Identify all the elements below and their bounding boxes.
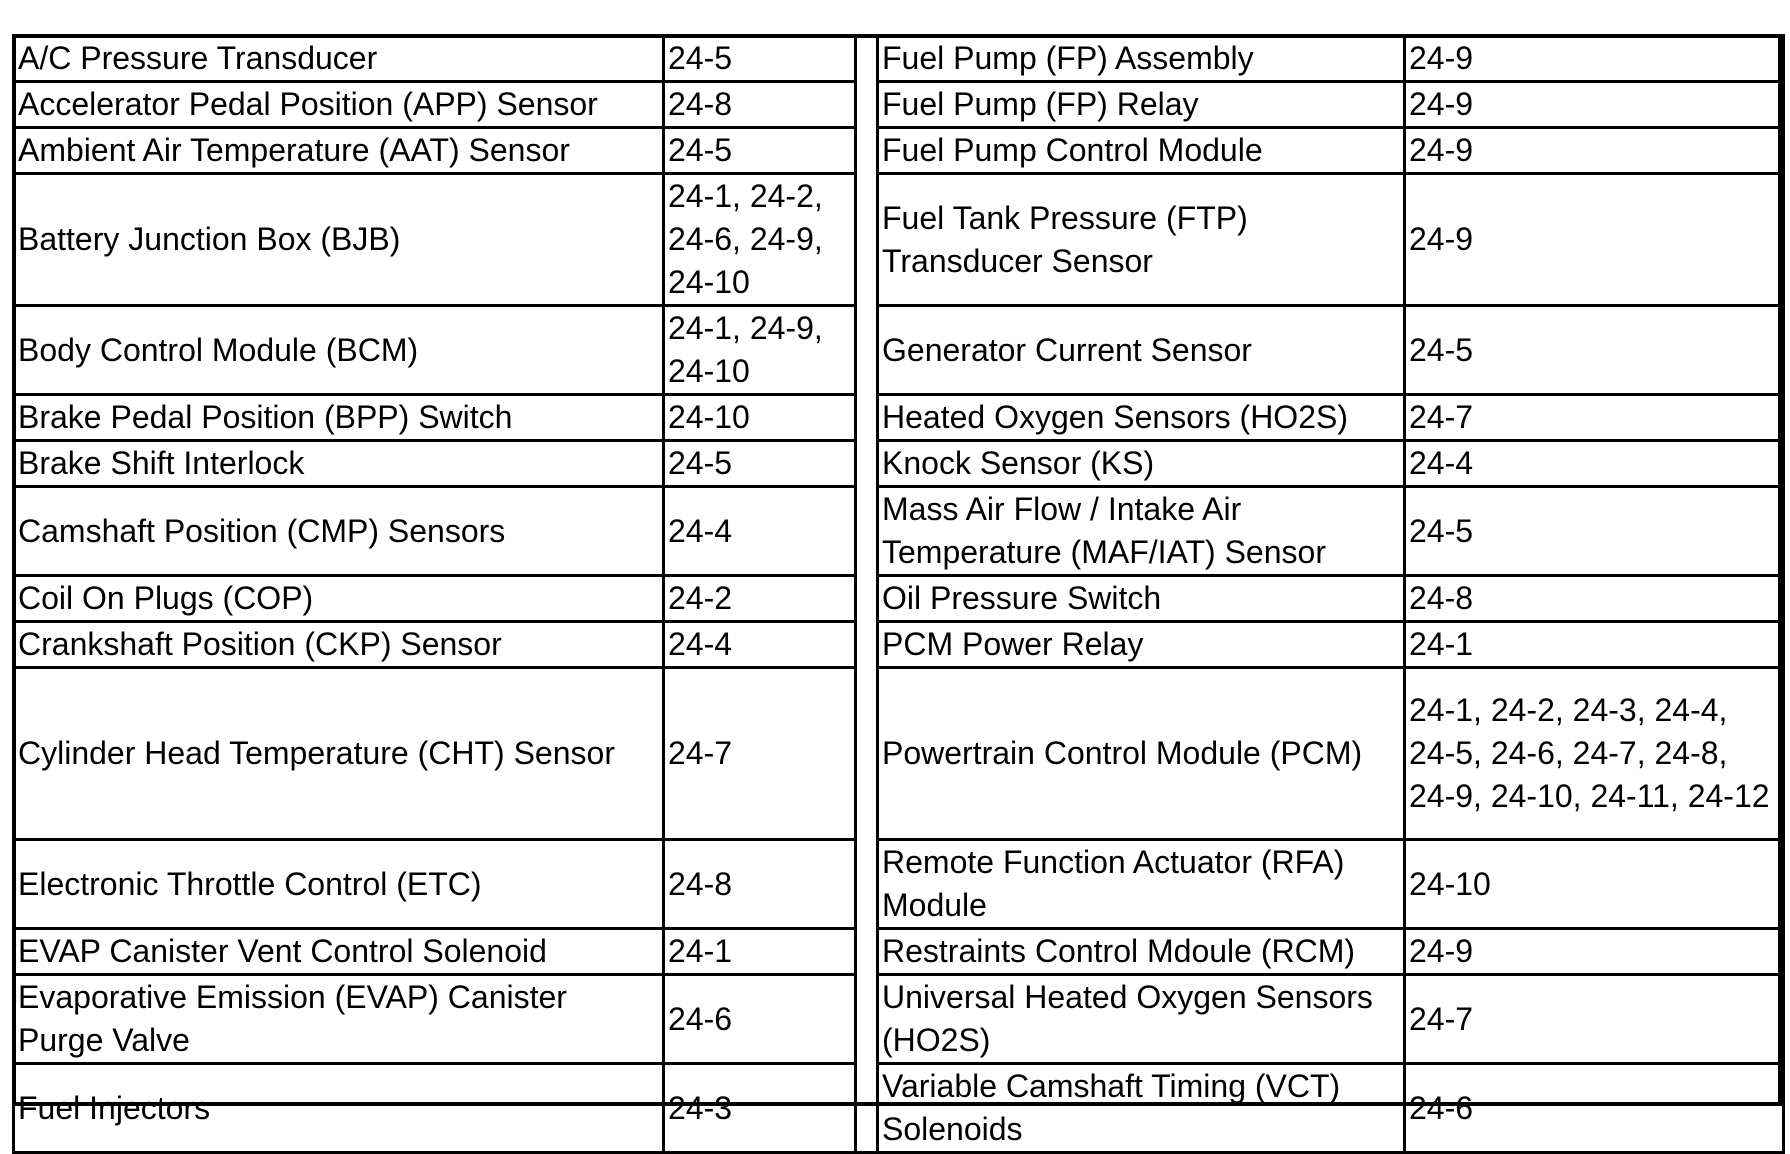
column-gap bbox=[856, 395, 878, 441]
left-component-name: Battery Junction Box (BJB) bbox=[14, 174, 664, 306]
table-body bbox=[14, 36, 1784, 1153]
left-component-name: Body Control Module (BCM) bbox=[14, 306, 664, 395]
right-page-reference: 24-9 bbox=[1405, 929, 1784, 975]
table-row bbox=[14, 840, 1784, 929]
right-component-name: Fuel Pump Control Module bbox=[878, 128, 1405, 174]
left-component-name: Brake Pedal Position (BPP) Switch bbox=[14, 395, 664, 441]
table-row bbox=[14, 1064, 1784, 1153]
right-page-reference: 24-9 bbox=[1405, 82, 1784, 128]
column-gap bbox=[856, 668, 878, 840]
right-component-name: Powertrain Control Module (PCM) bbox=[878, 668, 1405, 840]
table-row bbox=[14, 395, 1784, 441]
table-row bbox=[14, 128, 1784, 174]
right-page-reference: 24-1, 24-2, 24-3, 24-4, 24-5, 24-6, 24-7, 24-8, 24-9, 24-10, 24-11, 24-12 bbox=[1405, 668, 1784, 840]
right-page-reference: 24-6 bbox=[1405, 1064, 1784, 1153]
left-page-reference: 24-5 bbox=[664, 36, 856, 82]
left-page-reference: 24-4 bbox=[664, 487, 856, 576]
right-page-reference: 24-7 bbox=[1405, 395, 1784, 441]
right-component-name: Variable Camshaft Timing (VCT) Solenoids bbox=[878, 1064, 1405, 1153]
table-row bbox=[14, 487, 1784, 576]
left-page-reference: 24-8 bbox=[664, 840, 856, 929]
component-location-table bbox=[12, 34, 1785, 1154]
right-page-reference: 24-9 bbox=[1405, 36, 1784, 82]
table-row bbox=[14, 174, 1784, 306]
right-component-name: Restraints Control Mdoule (RCM) bbox=[878, 929, 1405, 975]
right-page-reference: 24-4 bbox=[1405, 441, 1784, 487]
right-page-reference: 24-9 bbox=[1405, 128, 1784, 174]
left-page-reference: 24-5 bbox=[664, 128, 856, 174]
left-component-name: Coil On Plugs (COP) bbox=[14, 576, 664, 622]
column-gap bbox=[856, 306, 878, 395]
right-component-name: Fuel Pump (FP) Relay bbox=[878, 82, 1405, 128]
right-component-name: Oil Pressure Switch bbox=[878, 576, 1405, 622]
right-page-reference: 24-5 bbox=[1405, 487, 1784, 576]
left-component-name: Electronic Throttle Control (ETC) bbox=[14, 840, 664, 929]
left-page-reference: 24-7 bbox=[664, 668, 856, 840]
column-gap bbox=[856, 487, 878, 576]
right-component-name: Fuel Tank Pressure (FTP) Transducer Sensor bbox=[878, 174, 1405, 306]
table-row bbox=[14, 975, 1784, 1064]
left-page-reference: 24-1, 24-9, 24-10 bbox=[664, 306, 856, 395]
left-component-name: Cylinder Head Temperature (CHT) Sensor bbox=[14, 668, 664, 840]
right-component-name: Fuel Pump (FP) Assembly bbox=[878, 36, 1405, 82]
table-row bbox=[14, 576, 1784, 622]
right-component-name: Remote Function Actuator (RFA) Module bbox=[878, 840, 1405, 929]
table-row bbox=[14, 36, 1784, 82]
right-page-reference: 24-7 bbox=[1405, 975, 1784, 1064]
column-gap bbox=[856, 174, 878, 306]
left-component-name: Ambient Air Temperature (AAT) Sensor bbox=[14, 128, 664, 174]
column-gap bbox=[856, 929, 878, 975]
right-component-name: Universal Heated Oxygen Sensors (HO2S) bbox=[878, 975, 1405, 1064]
left-component-name: Fuel Injectors bbox=[14, 1064, 664, 1153]
column-gap bbox=[856, 36, 878, 82]
left-component-name: Accelerator Pedal Position (APP) Sensor bbox=[14, 82, 664, 128]
right-page-reference: 24-9 bbox=[1405, 174, 1784, 306]
left-page-reference: 24-1, 24-2, 24-6, 24-9, 24-10 bbox=[664, 174, 856, 306]
column-gap bbox=[856, 975, 878, 1064]
right-component-name: PCM Power Relay bbox=[878, 622, 1405, 668]
right-page-reference: 24-5 bbox=[1405, 306, 1784, 395]
left-component-name: A/C Pressure Transducer bbox=[14, 36, 664, 82]
right-component-name: Knock Sensor (KS) bbox=[878, 441, 1405, 487]
table-row bbox=[14, 82, 1784, 128]
left-page-reference: 24-2 bbox=[664, 576, 856, 622]
left-page-reference: 24-8 bbox=[664, 82, 856, 128]
right-component-name: Generator Current Sensor bbox=[878, 306, 1405, 395]
column-gap bbox=[856, 128, 878, 174]
left-page-reference: 24-3 bbox=[664, 1064, 856, 1153]
left-component-name: Evaporative Emission (EVAP) Canister Purge Valve bbox=[14, 975, 664, 1064]
left-page-reference: 24-4 bbox=[664, 622, 856, 668]
left-page-reference: 24-6 bbox=[664, 975, 856, 1064]
table-row bbox=[14, 622, 1784, 668]
table-row bbox=[14, 306, 1784, 395]
left-page-reference: 24-5 bbox=[664, 441, 856, 487]
column-gap bbox=[856, 840, 878, 929]
table-row bbox=[14, 668, 1784, 840]
right-component-name: Mass Air Flow / Intake Air Temperature (MAF/IAT) Sensor bbox=[878, 487, 1405, 576]
component-index-sheet bbox=[12, 34, 1782, 1147]
right-page-reference: 24-10 bbox=[1405, 840, 1784, 929]
right-page-reference: 24-1 bbox=[1405, 622, 1784, 668]
left-component-name: Camshaft Position (CMP) Sensors bbox=[14, 487, 664, 576]
left-component-name: Brake Shift Interlock bbox=[14, 441, 664, 487]
table-row bbox=[14, 929, 1784, 975]
left-page-reference: 24-1 bbox=[664, 929, 856, 975]
right-page-reference: 24-8 bbox=[1405, 576, 1784, 622]
column-gap bbox=[856, 576, 878, 622]
left-component-name: EVAP Canister Vent Control Solenoid bbox=[14, 929, 664, 975]
left-page-reference: 24-10 bbox=[664, 395, 856, 441]
column-gap bbox=[856, 622, 878, 668]
right-component-name: Heated Oxygen Sensors (HO2S) bbox=[878, 395, 1405, 441]
table-row bbox=[14, 441, 1784, 487]
column-gap bbox=[856, 82, 878, 128]
left-component-name: Crankshaft Position (CKP) Sensor bbox=[14, 622, 664, 668]
column-gap bbox=[856, 441, 878, 487]
column-gap bbox=[856, 1064, 878, 1153]
